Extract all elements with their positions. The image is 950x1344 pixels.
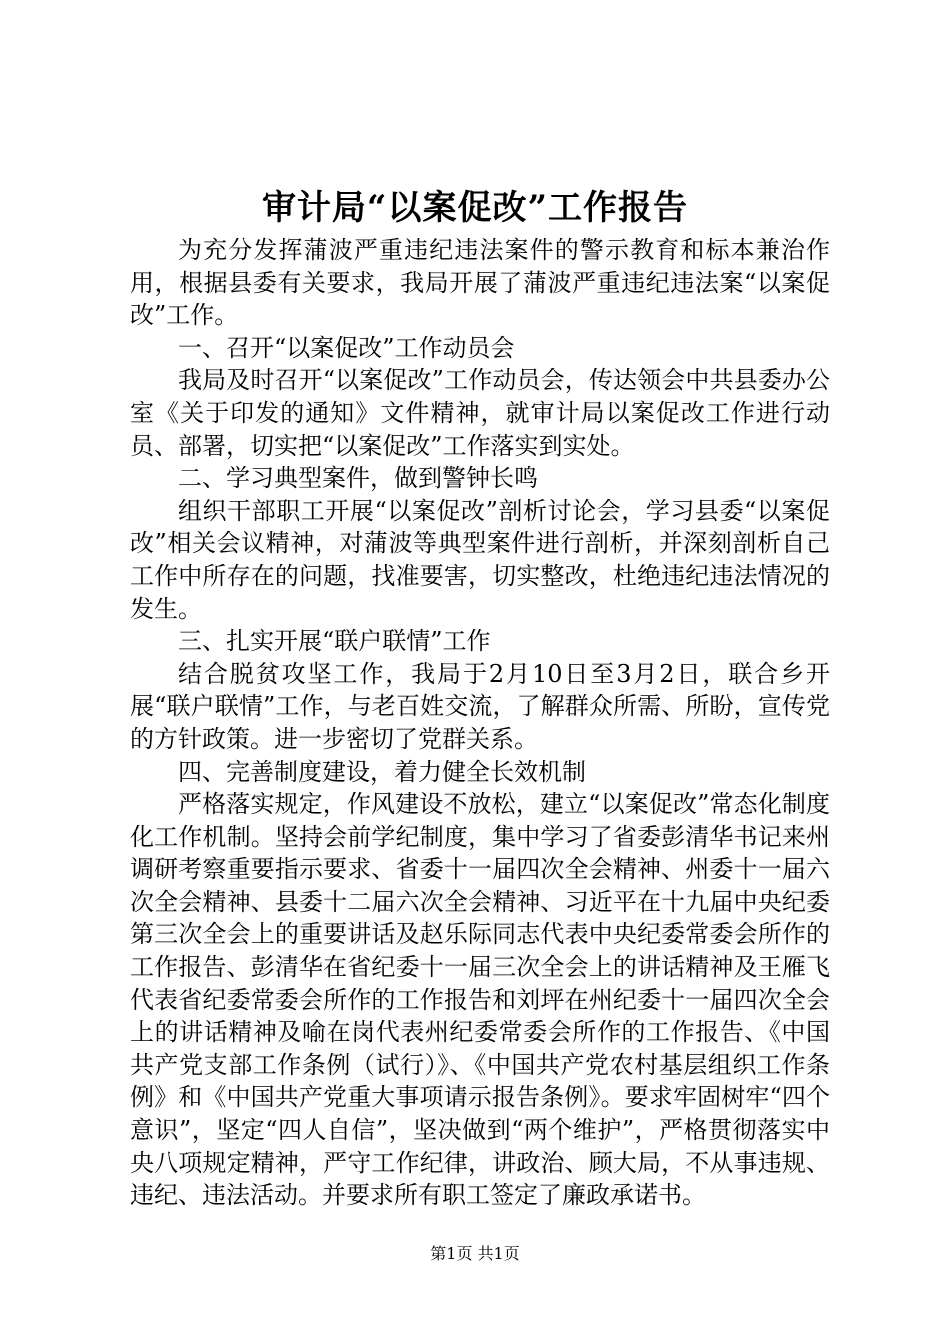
section-heading-3: 三、扎实开展“联户联情”工作: [178, 627, 491, 656]
document-title: 审计局“以案促改”工作报告: [261, 188, 689, 228]
section-heading-1: 一、召开“以案促改”工作动员会: [178, 333, 515, 362]
page-footer: 第1页 共1页: [430, 1244, 520, 1263]
section-paragraph-2: 组织干部职工开展“以案促改”剖析讨论会，学习县委“以案促改”相关会议精神，对蒲波等典型案件进行剖析，并深刻剖析自己工作中所存在的问题，找准要害，切实整改，杜绝违纪违法情况的发生。: [130, 496, 830, 623]
intro-paragraph: 为充分发挥蒲波严重违纪违法案件的警示教育和标本兼治作用，根据县委有关要求，我局开展了蒲波严重违纪违法案“以案促改”工作。: [130, 236, 830, 330]
section-paragraph-3: 结合脱贫攻坚工作，我局于2月10日至3月2日，联合乡开展“联户联情”工作，与老百姓交流，了解群众所需、所盼，宣传党的方针政策。进一步密切了党群关系。: [130, 659, 830, 753]
section-heading-4: 四、完善制度建设，着力健全长效机制: [178, 757, 586, 786]
section-paragraph-1: 我局及时召开“以案促改”工作动员会，传达领会中共县委办公室《关于印发的通知》文件精神，就审计局以案促改工作进行动员、部署，切实把“以案促改”工作落实到实处。: [130, 366, 830, 460]
section-paragraph-4: 严格落实规定，作风建设不放松，建立“以案促改”常态化制度化工作机制。坚持会前学纪制度，集中学习了省委彭清华书记来州调研考察重要指示要求、省委十一届四次全会精神、州委十一届六次全会精神、县委十二届六次全会精神、习近平在十九届中央纪委第三次全会上的重要讲话及赵乐际同志代表中央纪委常委会所作的工作报告、彭清华在省纪委十一届三次全会上的讲话精神及王雁飞代表省纪委常委会所作的工作报告和刘坪在州纪委十一届四次全会上的讲话精神及喻在岗代表州纪委常委会所作的工作报告、《中国共产党支部工作条例（试行）》、《中国共产党农村基层组织工作条例》和《中国共产党重大事项请示报告条例》。要求牢固树牢“四个意识”，坚定“四人自信”，坚决做到“两个维护”，严格贯彻落实中央八项规定精神，严守工作纪律，讲政治、顾大局，不从事违规、违纪、违法活动。并要求所有职工签定了廉政承诺书。: [130, 790, 830, 1210]
section-heading-2: 二、学习典型案件，做到警钟长鸣: [178, 464, 538, 493]
document-body: [130, 234, 830, 1212]
